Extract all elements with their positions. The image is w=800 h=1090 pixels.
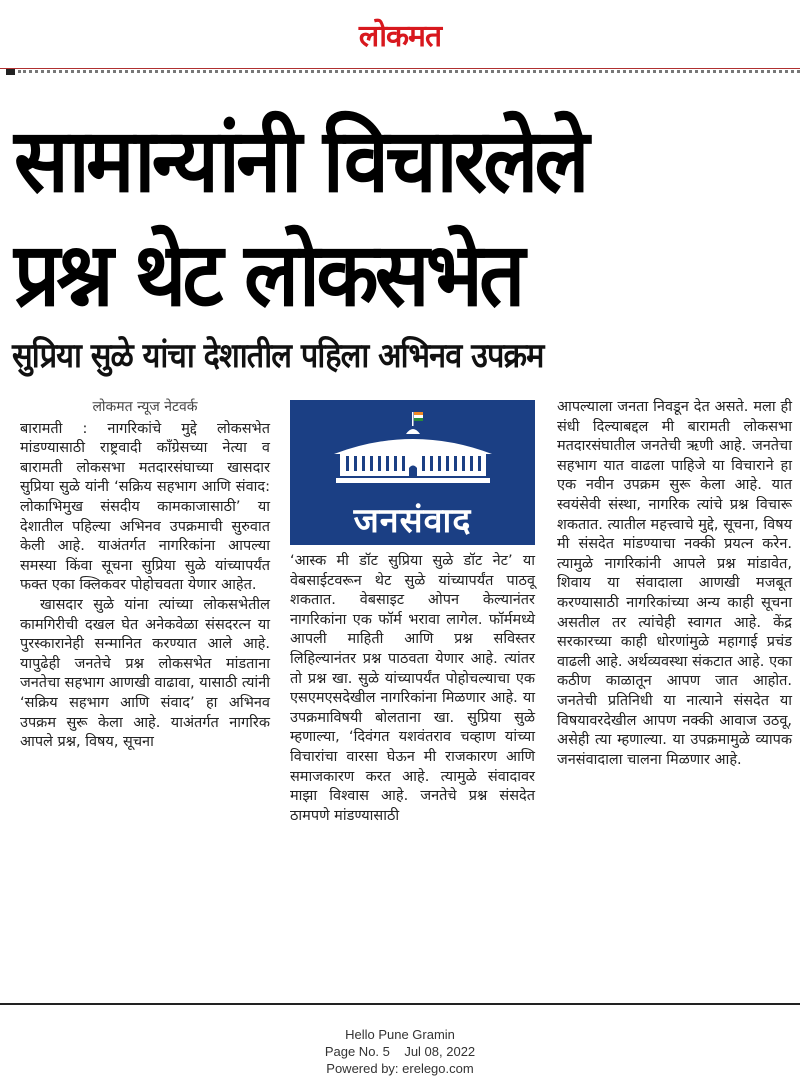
dotted-divider [18, 70, 800, 76]
edition-name: Hello Pune Gramin [345, 1027, 455, 1042]
powered-by: Powered by: erelego.com [326, 1061, 474, 1076]
masthead-rule [0, 68, 800, 69]
page-footer [0, 1026, 800, 1077]
subheadline: सुप्रिया सुळे यांचा देशातील पहिला अभिनव उपक्रम [12, 336, 544, 376]
article-column-2 [290, 552, 535, 826]
paragraph: बारामती : नागरिकांचे मुद्दे लोकसभेत मांडण्यासाठी राष्ट्रवादी काँग्रेसच्या नेत्या व बारामती लोकसभा मतदारसंघाच्या खासदार सुप्रिया सुळे यांनी ‘सक्रिय सहभाग आणि संवाद: लोकाभिमुख संसदीय कामकाजासाठी’ या देशातील पहिल्या अभिनव उपक्रमाची सुरुवात केली आहे. याअंतर्गत नागरिकांना आपल्या समस्या किंवा सूचना सुप्रिया सुळे यांच्यापर्यंत फक्त एका क्लिकवर पोहोचवता येणार आहेत. [20, 420, 270, 594]
article-column-3 [557, 398, 792, 770]
headline-line-1: सामान्यांनी विचारलेले [14, 109, 586, 212]
byline: लोकमत न्यूज नेटवर्क [92, 399, 198, 415]
page-info [0, 1043, 800, 1060]
headline [14, 104, 741, 332]
parliament-building-icon [326, 410, 501, 486]
article-column-1 [20, 398, 270, 753]
paragraph: खासदार सुळे यांना त्यांच्या लोकसभेतील कामगिरीची दखल घेत अनेकवेळा संसदरत्न या पुरस्कारानेही सन्मानित करण्यात आले आहे. यापुढेही जनतेचे प्रश्न लोकसभेत मांडताना जनतेचा सहभाग आणखी वाढावा, यासाठी त्यांनी ‘सक्रिय सहभाग आणि संवाद’ हा अभिनव उपक्रम सुरू केला आहे. याअंतर्गत नागरिक आपले प्रश्न, विषय, सूचना [20, 596, 270, 751]
publication-date: Jul 08, 2022 [404, 1044, 476, 1059]
paragraph: ‘आस्क मी डॉट सुप्रिया सुळे डॉट नेट’ या वेबसाईटवरून थेट सुळे यांच्यापर्यंत पाठवू शकतात. वेबसाइट ओपन केल्यानंतर नागरिकांना एक फॉर्म भरावा लागेल. फॉर्ममध्ये आपली माहिती आणि प्रश्न सविस्तर लिहिल्यानंतर प्रश्न पाठवता येणार आहे. त्यांतर तो प्रश्न खा. सुळे यांच्यापर्यंत पोहोचल्याचा एक एसएमएसदेखील नागरिकांना मिळणार आहे. या उपक्रमाविषयी बोलताना खा. सुप्रिया सुळे म्हणाल्या, ‘दिवंगत यशवंतराव चव्हाण यांच्या विचारांचा वारसा घेऊन मी राजकारण आणि समाजकारण करत आहे. त्यामुळे संवादावर माझा विश्वास आहे. जनतेचे प्रश्न संसदेत ठामपणे मांडण्यासाठी [290, 553, 535, 824]
paragraph: आपल्याला जनता निवडून देत असते. मला ही संधी दिल्याबद्दल मी बारामती लोकसभा मतदारसंघातील जनतेची ऋणी आहे. जनतेचा सहभाग यात वाढला पाहिजे या विचाराने हा एक नवीन उपक्रम सुरू केला आहे. यात स्वयंसेवी संस्था, नागरिक त्यांचे प्रश्न विचारू शकतात. त्यातील महत्त्वाचे मुद्दे, सूचना, विषय मी संसदेत मांडण्याचा नक्की प्रयत्न करेन. त्यामुळे नागरिकांनी आपले प्रश्न मांडावेत, शिवाय या संवादाला आणखी मजबूत करण्यासाठी नागरिकांच्या अन्य काही सूचना असतील तर त्यांचेही स्वागत आहे. केंद्र सरकारच्या काही धोरणांमुळे महागाई प्रचंड वाढली आहे. अर्थव्यवस्था संकटात आहे. एका कठीण काळातून आपण जात आहोत. जनतेची प्रतिनिधी या नात्याने संसदेत या विषयावरदेखील आपण नक्की आवाज उठवू, असेही त्या म्हणाल्या. या उपक्रमामुळे व्यापक जनसंवादाला चालना मिळणार आहे. [557, 399, 792, 768]
masthead [0, 0, 800, 70]
page-number: Page No. 5 [324, 1044, 390, 1059]
newspaper-logo: लोकमत [358, 19, 442, 54]
jansamvad-logo [290, 400, 535, 545]
jansamvad-label: जनसंवाद [353, 501, 472, 541]
bottom-divider [0, 1003, 800, 1005]
headline-line-2: प्रश्न थेट लोकसभेत [14, 223, 522, 326]
rule-marker [6, 69, 15, 75]
